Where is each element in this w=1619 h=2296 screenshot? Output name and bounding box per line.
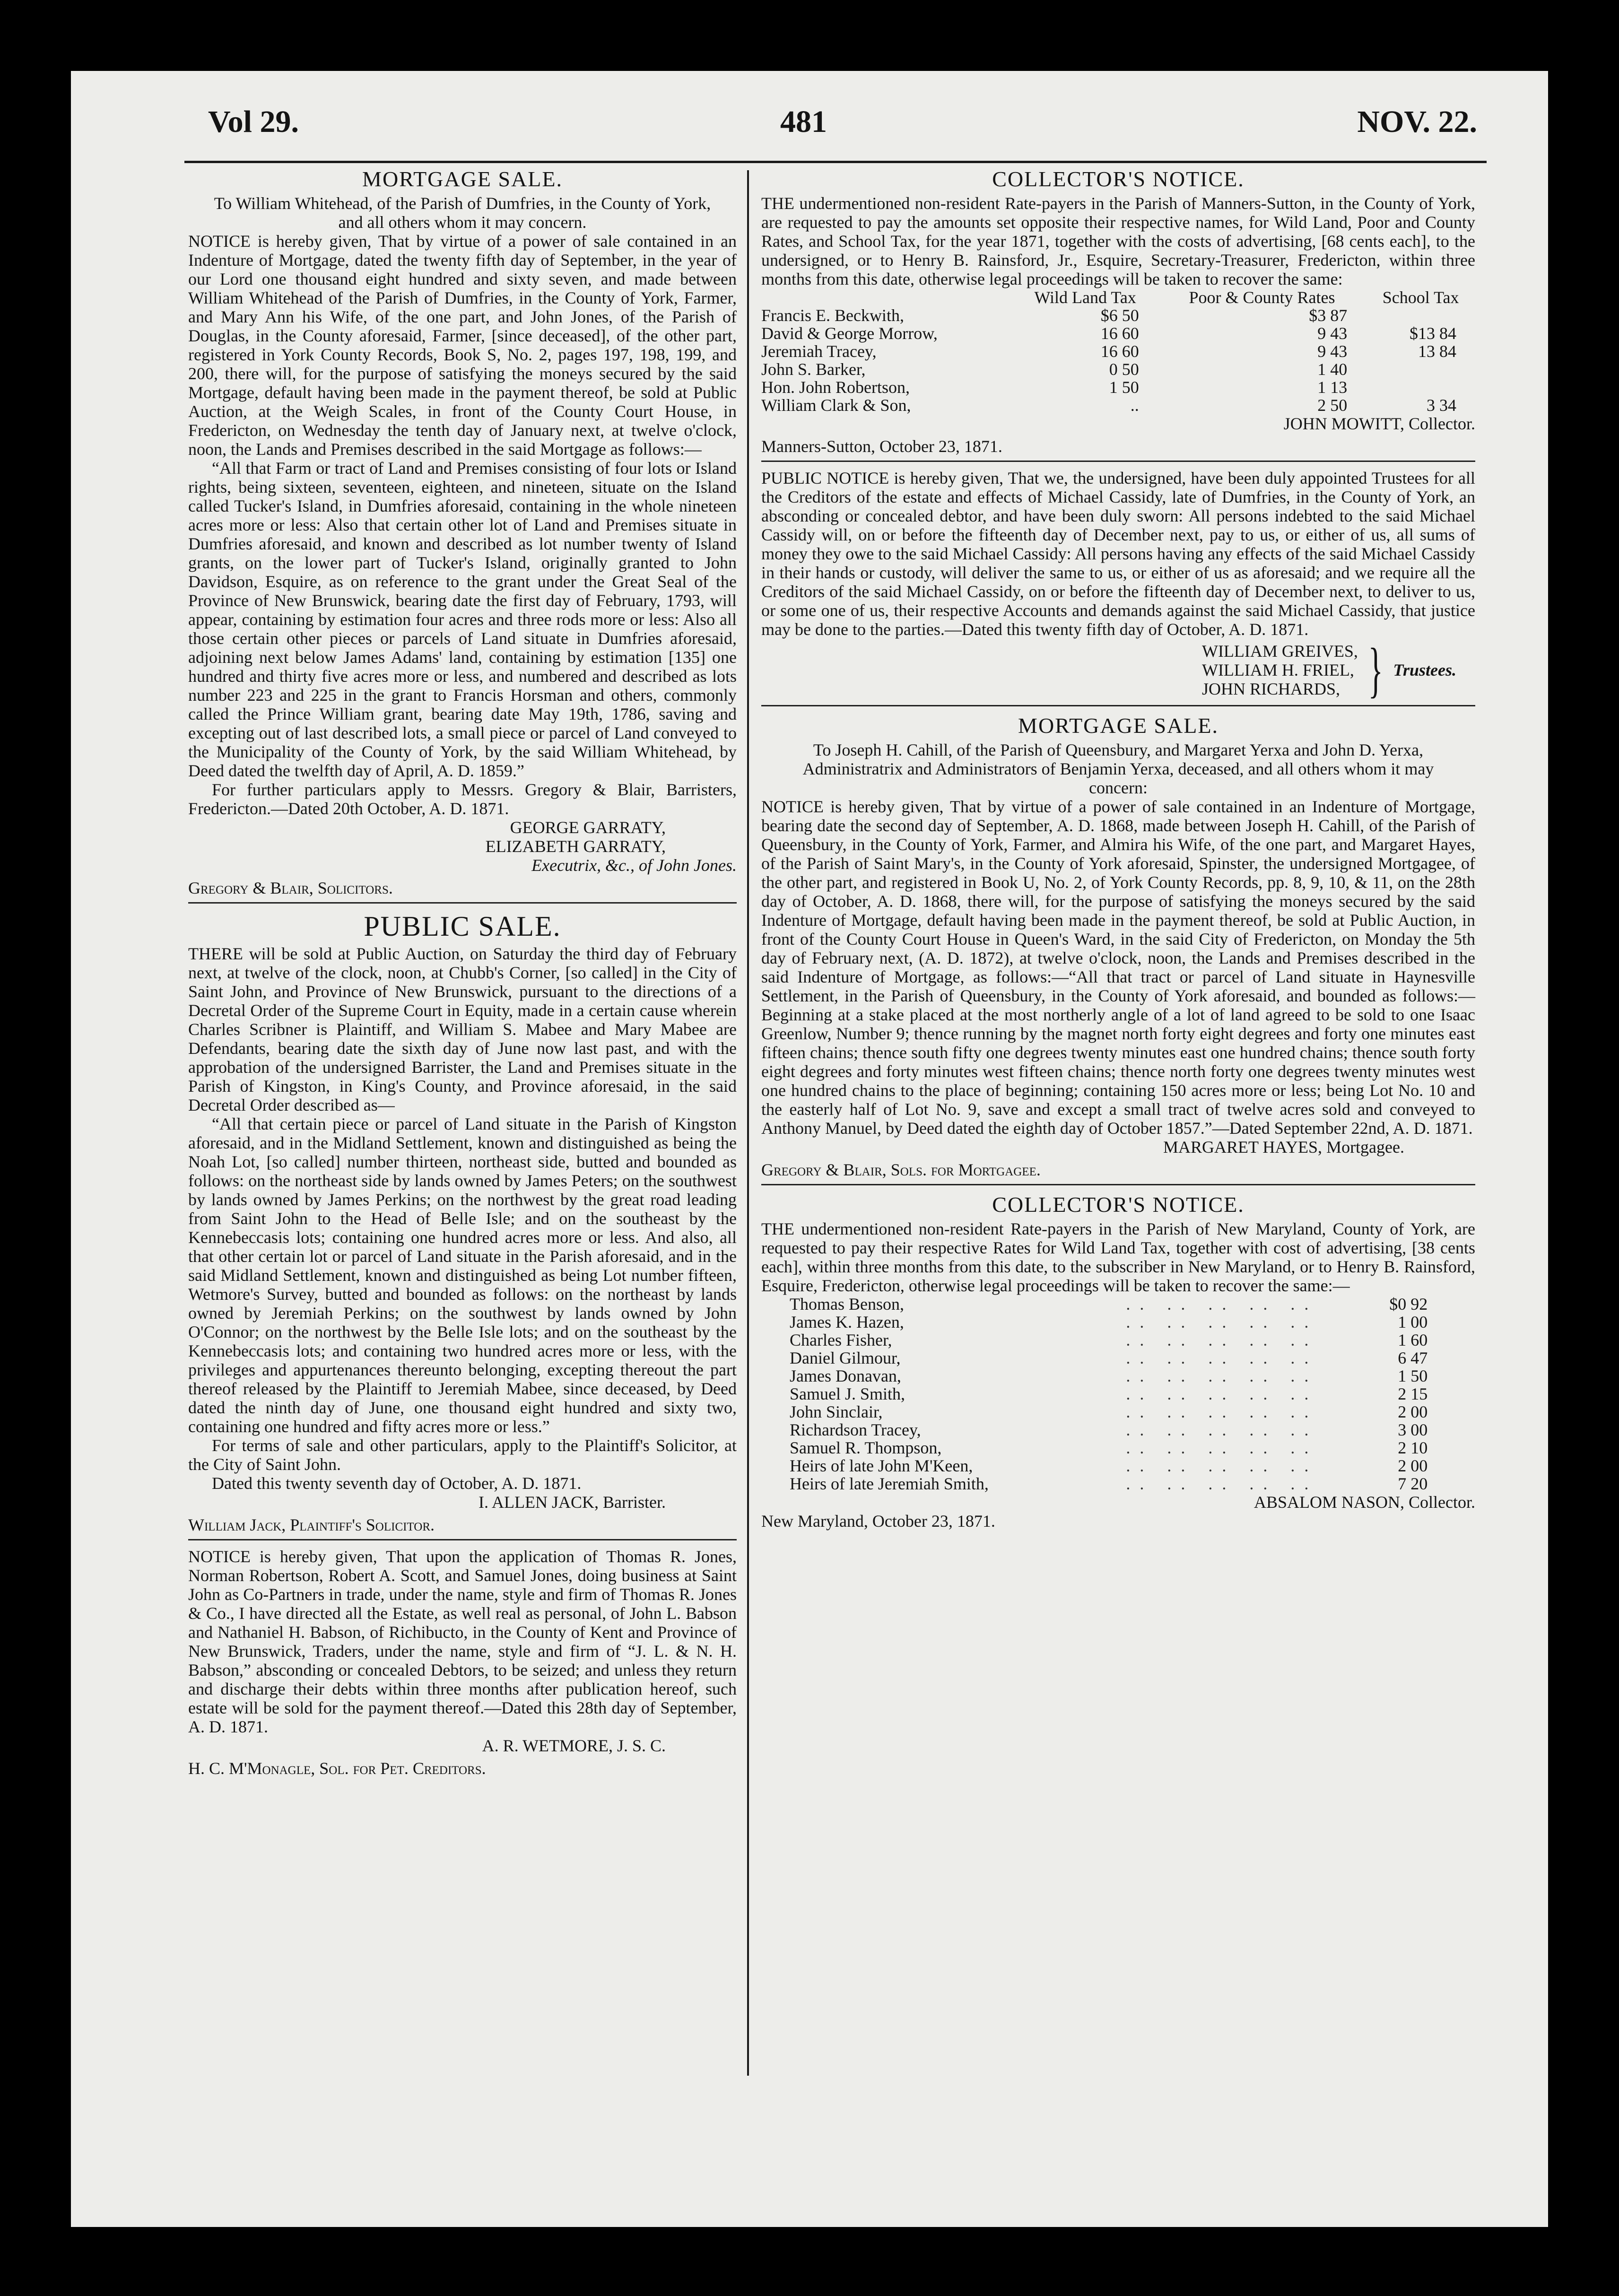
rate-amount: 6 47 — [1398, 1348, 1428, 1367]
newspaper-page — [71, 71, 1548, 2227]
dot-leader: .. .. .. .. .. — [1126, 1348, 1318, 1367]
solicitors-line: Gregory & Blair, Sols. for Mortgagee. — [761, 1160, 1041, 1179]
dot-leader: .. .. .. .. .. — [1126, 1420, 1318, 1439]
page-number: 481 — [780, 104, 827, 139]
right-column — [761, 165, 1475, 1536]
solicitors-line: Gregory & Blair, Solicitors. — [188, 878, 393, 897]
poor-county-rates: 9 43 — [1317, 324, 1348, 343]
ratepayer-name: David & George Morrow, — [761, 324, 938, 343]
ratepayer-name: Daniel Gilmour, — [790, 1348, 901, 1367]
header-rule — [184, 161, 1487, 163]
tax-table-header — [761, 288, 1475, 306]
rate-amount: 2 00 — [1398, 1402, 1428, 1421]
column-header: Wild Land Tax — [1034, 288, 1136, 307]
dot-leader: .. .. .. .. .. — [1126, 1456, 1318, 1475]
rate-amount: $0 92 — [1389, 1295, 1428, 1313]
table-row — [790, 1439, 1446, 1457]
table-row — [761, 396, 1475, 414]
ratepayer-name: John S. Barker, — [761, 360, 866, 379]
mortgage-sale-address: To Joseph H. Cahill, of the Parish of Queensbury, and Margaret Yerxa and John D. Yerxa, Administratrix and Administrators of Benjamin Yerxa, deceased, and all others whom it may concern: — [802, 740, 1434, 797]
school-tax: $13 84 — [1410, 324, 1456, 343]
rates-table — [790, 1295, 1446, 1493]
trustees-label: Trustees. — [1393, 661, 1456, 679]
wild-land-tax: 16 60 — [1100, 342, 1139, 361]
school-tax — [1366, 360, 1475, 378]
table-row — [790, 1313, 1446, 1331]
dot-leader: .. .. .. .. .. — [1126, 1295, 1318, 1313]
ratepayer-name: Jeremiah Tracey, — [761, 342, 877, 361]
public-sale-terms: For terms of sale and other particulars, apply to the Plaintiff's Solicitor, at the City of Saint John. — [188, 1436, 737, 1474]
ratepayer-name: Hon. John Robertson, — [761, 378, 910, 397]
poor-county-rates: 9 43 — [1317, 342, 1348, 361]
ratepayer-name: William Clark & Son, — [761, 396, 911, 415]
table-row — [761, 360, 1475, 378]
table-row — [761, 342, 1475, 360]
poor-county-rates: 1 13 — [1317, 378, 1348, 397]
brace-icon: } — [1368, 636, 1383, 704]
absconding-debtors-body: NOTICE is hereby given, That upon the application of Thomas R. Jones, Norman Robertson, Robert A. Scott, and Samuel Jones, doing business at Saint John as Co-Partners in trade, under the name, style and firm of Thomas R. Jones & Co., I have directed all the Estate, as well real as personal, of John L. Babson and Nathaniel H. Babson, of Richibucto, in the County of Kent and Province of New Brunswick, Traders, under the name, style and firm of “J. L. & N. H. Babson,” absconding or concealed Debtors, to be seized; and unless they return and discharge their debts within three months after publication hereof, such estate will be sold for the payment thereof.—Dated this 28th day of September, A. D. 1871. — [188, 1547, 737, 1736]
rate-amount: 1 50 — [1398, 1366, 1428, 1385]
mortgagee-signature: MARGARET HAYES, Mortgagee. — [1163, 1138, 1404, 1157]
mortgage-sale-title: MORTGAGE SALE. — [362, 167, 563, 191]
mortgage-sale-address: To William Whitehead, of the Parish of Dumfries, in the County of York, and all others whom it may concern. — [214, 194, 711, 232]
absconding-debtors-notice — [188, 1547, 737, 1778]
table-row — [790, 1349, 1446, 1367]
collector-notice-date: New Maryland, October 23, 1871. — [761, 1512, 995, 1531]
public-sale-dated: Dated this twenty seventh day of October, A. D. 1871. — [212, 1474, 582, 1493]
mortgage-sale-notice-2 — [761, 713, 1475, 1185]
table-row — [761, 324, 1475, 342]
signer-name: GEORGE GARRATY, — [510, 818, 666, 837]
column-header: School Tax — [1382, 288, 1459, 307]
ratepayer-name: Samuel R. Thompson, — [790, 1438, 942, 1457]
left-column — [188, 165, 737, 1783]
mortgage-sale-body: NOTICE is hereby given, That by virtue of a power of sale contained in an Indenture of Mortgage, bearing date the second day of September, A. D. 1868, made between Joseph H. Cahill, of the Parish of Queensbury, in the County of York, Farmer, and Almira his Wife, of the one part, and Margaret Hayes, of the Parish of Saint Mary's, in the County of York aforesaid, Spinster, the undersigned Mortgagee, of the other part, and registered in Book U, No. 2, of York County Records, pp. 8, 9, 10, & 11, on the 28th day of October, A. D. 1868, there will, for the purpose of satisfying the moneys secured by the said Indenture of Mortgage, default having been made in the payment thereof, be sold at Public Auction, in front of the County Court House in Queen's Ward, in the said City of Fredericton, on Monday the 5th day of February next, (A. D. 1872), at twelve o'clock, noon, the Lands and Premises described in the said Indenture of Mortgage, as follows:—“All that tract or parcel of Land situate in Haynesville Settlement, in the Parish of Queensbury, in the County of York aforesaid, and bounded as follows:—Beginning at a stake placed at the most northerly angle of a lot of land agreed to be sold to one Isaac Greenlow, Number 9; thence running by the magnet north forty eight degrees and forty one minutes east fifteen chains; thence south fifty one degrees twenty minutes east one hundred chains; thence south forty eight degrees and forty minutes west fifteen chains; thence north forty one degrees twenty minutes west one hundred chains to the place of beginning; containing 150 acres more or less; being Lot No. 10 and the easterly half of Lot No. 9, save and except a small tract of twelve acres sold and conveyed to Anthony Manuel, by Deed dated the eighth day of October 1857.”—Dated September 22nd, A. D. 1871. — [761, 797, 1475, 1138]
collector-signature: ABSALOM NASON, Collector. — [1253, 1493, 1475, 1512]
wild-land-tax: $6 50 — [1100, 306, 1139, 325]
table-row — [761, 306, 1475, 324]
rate-amount: 3 00 — [1398, 1420, 1428, 1439]
ratepayer-name: James Donavan, — [790, 1366, 901, 1385]
table-row — [761, 378, 1475, 396]
collector-notice-new-maryland — [761, 1192, 1475, 1531]
collector-notice-body: THE undermentioned non-resident Rate-payers in the Parish of Manners-Sutton, in the County of York, are requested to pay the amounts set opposite their respective names, for Wild Land, Poor and County Rates, and School Tax, for the year 1871, together with the costs of advertising, [68 cents each], to the undersigned, or to Henry B. Rainsford, Jr., Esquire, Secretary-Treasurer, Fredericton, within three months from this date, otherwise legal proceedings will be taken to recover the same: — [761, 194, 1475, 288]
ratepayer-name: Richardson Tracey, — [790, 1420, 921, 1439]
ratepayer-name: Charles Fisher, — [790, 1331, 892, 1349]
trustees-notice — [761, 469, 1475, 706]
rate-amount: 1 60 — [1398, 1331, 1428, 1349]
public-sale-title: PUBLIC SALE. — [364, 911, 561, 942]
rate-amount: 7 20 — [1398, 1474, 1428, 1493]
ratepayer-name: Francis E. Beckwith, — [761, 306, 904, 325]
mortgage-sale-title: MORTGAGE SALE. — [1018, 713, 1219, 738]
wild-land-tax: 0 50 — [1109, 360, 1139, 379]
mortgage-sale-particulars: For further particulars apply to Messrs. Gregory & Blair, Barristers, Fredericton.—Dated 20th October, A. D. 1871. — [188, 780, 737, 818]
rate-amount: 2 10 — [1398, 1438, 1428, 1457]
dot-leader: .. .. .. .. .. — [1126, 1384, 1318, 1403]
wild-land-tax: 1 50 — [1109, 378, 1139, 397]
ratepayer-name: John Sinclair, — [790, 1402, 883, 1421]
judge-signature: A. R. WETMORE, J. S. C. — [482, 1736, 666, 1755]
issue-date: NOV. 22. — [1357, 104, 1477, 139]
volume-number: Vol 29. — [208, 104, 299, 139]
collector-notice-date: Manners-Sutton, October 23, 1871. — [761, 437, 1002, 456]
trustee-name: JOHN RICHARDS, — [1201, 679, 1340, 698]
poor-county-rates: 1 40 — [1317, 360, 1348, 379]
trustee-name: WILLIAM GREIVES, — [1201, 642, 1358, 661]
plaintiff-solicitor: William Jack, Plaintiff's Solicitor. — [188, 1515, 435, 1534]
mortgage-sale-notice — [188, 166, 737, 904]
rate-amount: 2 15 — [1398, 1384, 1428, 1403]
column-divider — [747, 170, 749, 2076]
school-tax: 3 34 — [1427, 396, 1456, 415]
collector-notice-title: COLLECTOR'S NOTICE. — [992, 1192, 1245, 1217]
poor-county-rates: 2 50 — [1317, 396, 1348, 415]
dot-leader: .. .. .. .. .. — [1126, 1366, 1318, 1385]
school-tax — [1366, 306, 1475, 324]
collector-notice-manners-sutton — [761, 166, 1475, 462]
public-sale-notice — [188, 910, 737, 1540]
rate-amount: 2 00 — [1398, 1456, 1428, 1475]
public-sale-body: THERE will be sold at Public Auction, on Saturday the third day of February next, at twelve of the clock, noon, at Chubb's Corner, [so called] in the City of Saint John, and Province of New Brunswick, pursuant to the directions of a Decretal Order of the Supreme Court in Equity, made in a certain cause wherein Charles Scribner is Plaintiff, and William S. Mabee and Mary Mabee are Defendants, bearing date the sixth day of June now last past, and with the approbation of the undersigned Barrister, the Land and Premises situate in the Parish of Kingston, in King's County, and Province aforesaid, in the said Decretal Order described as— — [188, 944, 737, 1114]
column-header: Poor & County Rates — [1189, 288, 1335, 307]
wild-land-tax: .. — [1130, 396, 1139, 415]
creditors-solicitor: H. C. M'Monagle, Sol. for Pet. Creditors. — [188, 1759, 486, 1778]
trustee-name: WILLIAM H. FRIEL, — [1201, 661, 1354, 679]
ratepayer-name: Thomas Benson, — [790, 1295, 904, 1313]
table-row — [790, 1385, 1446, 1403]
collector-notice-body: THE undermentioned non-resident Rate-payers in the Parish of New Maryland, County of York, are requested to pay their respective Rates for Wild Land Tax, together with cost of advertising, [38 cents each], within three months from this date, to the subscriber in New Maryland, or to Henry B. Rainsford, Esquire, Fredericton, otherwise legal proceedings will be taken to recover the same:— — [761, 1219, 1475, 1295]
mortgage-sale-body: NOTICE is hereby given, That by virtue of a power of sale contained in an Indenture of Mortgage, dated the twenty fifth day of September, in the year of our Lord one thousand eight hundred and sixty seven, and made between William Whitehead of the Parish of Dumfries, in the County of York, Farmer, and Mary Ann his Wife, of the one part, and John Jones, of the Parish of Douglas, in the County aforesaid, Farmer, [since deceased], of the other part, registered in York County Records, Book S, No. 2, pages 197, 198, 199, and 200, there will, for the purpose of satisfying the moneys secured by the said Mortgage, default having been made in the payment thereof, be sold at Public Auction, at the Weigh Scales, in front of the County Court House, in Fredericton, on Wednesday the tenth day of January next, at twelve o'clock, noon, the Lands and Premises described in the said Mortgage as follows:— — [188, 232, 737, 459]
dot-leader: .. .. .. .. .. — [1126, 1438, 1318, 1457]
dot-leader: .. .. .. .. .. — [1126, 1402, 1318, 1421]
ratepayer-name: Samuel J. Smith, — [790, 1384, 905, 1403]
table-row — [790, 1421, 1446, 1439]
table-row — [790, 1403, 1446, 1421]
poor-county-rates: $3 87 — [1309, 306, 1348, 325]
ratepayer-name: Heirs of late John M'Keen, — [790, 1456, 973, 1475]
dot-leader: .. .. .. .. .. — [1126, 1313, 1318, 1331]
dot-leader: .. .. .. .. .. — [1126, 1474, 1318, 1493]
barrister-signature: I. ALLEN JACK, Barrister. — [479, 1493, 666, 1512]
public-sale-description: “All that certain piece or parcel of Land situate in the Parish of Kingston aforesaid, and in the Midland Settlement, known and distinguished as being the Noah Lot, [so called] number thirteen, northeast side, butted and bounded as follows: on the northeast side by lands owned by James Peters; on the southwest by lands owned by James Perkins; on the northwest by the great road leading from Saint John to the Head of Belle Isle; and on the southeast by the Kennebeccasis lots; containing one hundred acres more or less. And also, all that other certain lot or parcel of Land situate in the Parish aforesaid, and in the said Midland Settlement, known and distinguished as being Lot number fifteen, Wetmore's Survey, butted and bounded as follows: on the northeast by lands owned by Jeremiah Perkins; on the southwest by lands owned by John O'Connor; on the northwest by the Belle Isle lots; and on the southeast by the Kennebeccasis lots; and containing two hundred acres more or less, with the privileges and appurtenances thereunto belonging, excepting thereout the part thereof released by the Plaintiff to Jeremiah Mabee, since deceased, by Deed dated the ninth day of June, one thousand eight hundred and sixty two, containing one hundred and fifty acres more or less.” — [188, 1114, 737, 1436]
trustees-signature-block — [761, 636, 1456, 704]
mortgage-sale-description: “All that Farm or tract of Land and Premises consisting of four lots or Island rights, being sixteen, seventeen, eighteen, and nineteen, situate on the Island called Tucker's Island, in Dumfries aforesaid, containing in the whole nineteen acres more or less: Also that certain other lot of Land and Premises situate in Dumfries aforesaid, and known and described as lot number twenty of Island grants, on the lower part of Tucker's Island, originally granted to John Davidson, Esquire, as on reference to the grant under the Great Seal of the Province of New Brunswick, bearing date the first day of February, 1793, will appear, containing by estimation four acres and three rods more or less: Also all those certain other pieces or parcels of Land situate in Dumfries aforesaid, adjoining next below James Adams' land, containing by estimation [135] one hundred and thirty five acres more or less, and numbered and described as lots number 223 and 225 in the grant to Francis Horsman and others, commonly called the Prince William grant, bearing date May 19th, 1786, saving and excepting out of last described lots, a small piece or parcel of Land conveyed to the Municipality of the County of York, by the said William Whitehead, by Deed dated the twelfth day of April, A. D. 1859.” — [188, 459, 737, 780]
table-row — [790, 1367, 1446, 1385]
table-row — [790, 1295, 1446, 1313]
collector-notice-title: COLLECTOR'S NOTICE. — [992, 167, 1245, 191]
table-row — [790, 1475, 1446, 1493]
table-row — [790, 1457, 1446, 1475]
signer-title: Executrix, &c., of John Jones. — [531, 856, 737, 875]
rate-amount: 1 00 — [1398, 1313, 1428, 1331]
table-row — [790, 1331, 1446, 1349]
ratepayer-name: Heirs of late Jeremiah Smith, — [790, 1474, 989, 1493]
signer-name: ELIZABETH GARRATY, — [485, 837, 666, 856]
school-tax — [1366, 378, 1475, 396]
trustees-notice-body: PUBLIC NOTICE is hereby given, That we, the undersigned, have been duly appointed Trustees for all the Creditors of the estate and effects of Michael Cassidy, late of Dumfries, in the County of York, an absconding or concealed debtor, and have been duly sworn: All persons indebted to the said Michael Cassidy will, on or before the fifteenth day of December next, pay to us, or either of us, all sums of money they owe to the said Michael Cassidy: All persons having any effects of the said Michael Cassidy in their hands or custody, will deliver the same to us, or either of us as aforesaid; and we require all the Creditors of the said Michael Cassidy, on or before the fifteenth day of December next, to deliver to us, or some one of us, their respective Accounts and demands against the said Michael Cassidy, that justice may be done to the parties.—Dated this twenty fifth day of October, A. D. 1871. — [761, 469, 1475, 639]
dot-leader: .. .. .. .. .. — [1126, 1331, 1318, 1349]
tax-table — [761, 288, 1475, 414]
school-tax: 13 84 — [1418, 342, 1456, 361]
collector-signature: JOHN MOWITT, Collector. — [1283, 414, 1475, 433]
ratepayer-name: James K. Hazen, — [790, 1313, 904, 1331]
wild-land-tax: 16 60 — [1100, 324, 1139, 343]
